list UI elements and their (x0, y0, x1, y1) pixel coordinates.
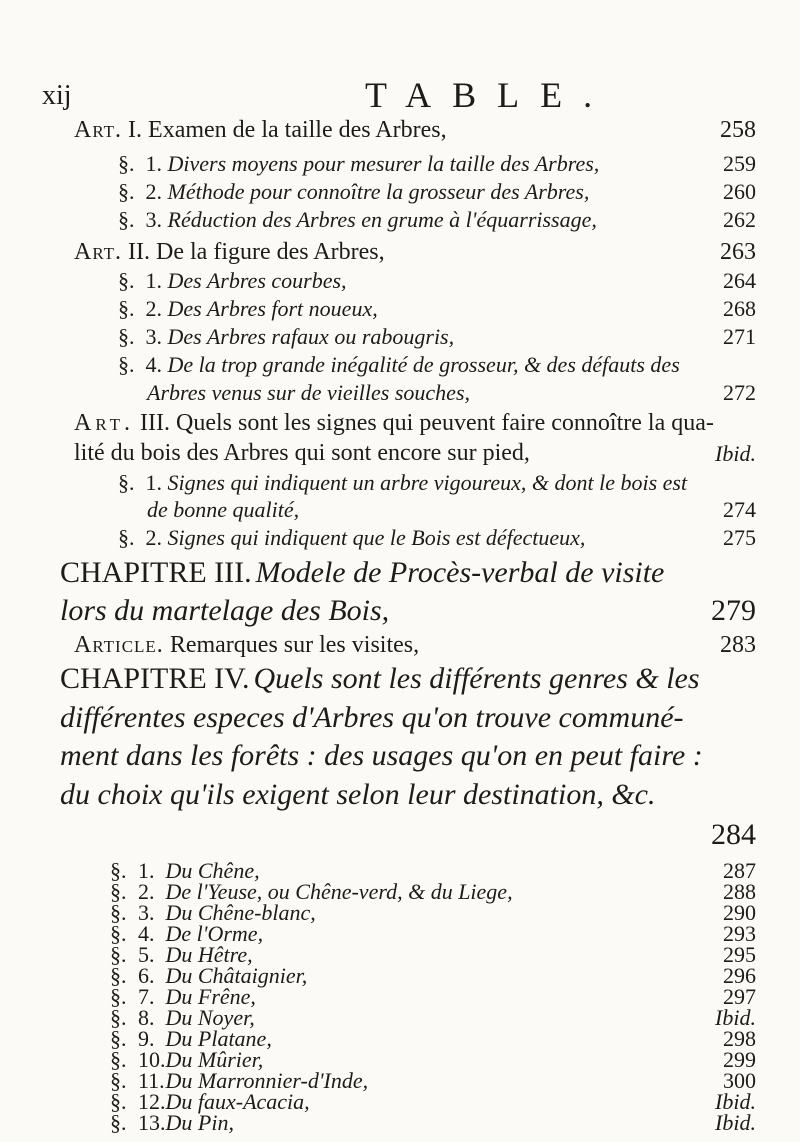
chapter-title: Quels sont les différents genres & les (253, 662, 700, 695)
chapter-label: CHAPITRE III. (60, 556, 252, 589)
toc-article (74, 632, 419, 659)
page-ref: 274 (723, 497, 756, 522)
list-item: §. 9. Du Platane, (110, 1026, 272, 1051)
toc-section: §. 3. Des Arbres rafaux ou rabougris, (118, 324, 455, 349)
page-ref: 296 (723, 963, 756, 988)
page-ref: 300 (723, 1068, 756, 1093)
chapter-title-continued: ment dans les forêts : des usages qu'on en peut faire : (60, 739, 703, 772)
list-item: §. 2. De l'Yeuse, ou Chêne-verd, & du Liege, (110, 879, 513, 904)
page-ref: 271 (723, 324, 756, 349)
chapter-title: Modele de Procès-verbal de visite (255, 556, 665, 589)
list-item: §. 7. Du Frêne, (110, 984, 256, 1009)
toc-section-continued: Arbres venus sur de vieilles souches, (147, 380, 471, 405)
page-ref: 258 (720, 117, 756, 143)
page-ref: 263 (720, 239, 756, 265)
chapter-title-continued: différentes especes d'Arbres qu'on trouve communé- (60, 701, 684, 734)
list-item: §. 5. Du Hêtre, (110, 942, 253, 967)
page-ref: 260 (723, 179, 756, 204)
page-ref: 295 (723, 942, 756, 967)
page-ref: 264 (723, 268, 756, 293)
page-ref: 268 (723, 296, 756, 321)
toc-section: §. 2. Méthode pour connoître la grosseur des Arbres, (118, 179, 590, 204)
toc-section: §. 2. Signes qui indiquent que le Bois est défectueux, (118, 525, 586, 550)
toc-article-continued: lité du bois des Arbres qui sont encore sur pied, (74, 440, 530, 466)
list-item: §. 6. Du Châtaignier, (110, 963, 308, 988)
page-ref: 290 (723, 900, 756, 925)
page-number: xij (42, 80, 72, 111)
page-ref: 298 (723, 1026, 756, 1051)
page-ref: 262 (723, 207, 756, 232)
page-title: TABLE. (365, 75, 614, 115)
chapter-title-continued: lors du martelage des Bois, (60, 594, 390, 627)
chapter-4-heading (60, 662, 700, 696)
page-ref: 275 (723, 525, 756, 550)
chapter-label: CHAPITRE IV. (60, 662, 250, 695)
list-item: §. 1. Du Chêne, (110, 858, 260, 883)
article-label: Art. (74, 239, 123, 265)
page-ref: 272 (723, 380, 756, 405)
article-title: I. Examen de la taille des Arbres, (128, 117, 447, 143)
page-header (0, 74, 800, 114)
page-ref: 284 (711, 818, 756, 851)
page-ref: 279 (711, 594, 756, 627)
page-ref: 293 (723, 921, 756, 946)
page-ref: Ibid. (715, 1089, 756, 1114)
toc-section-continued: de bonne qualité, (147, 497, 300, 522)
toc-section: §. 4. De la trop grande inégalité de grosseur, & des défauts des (118, 352, 680, 377)
toc-article-2 (74, 239, 385, 266)
article-title: II. De la figure des Arbres, (128, 239, 385, 265)
list-item: §. 11. Du Marronnier-d'Inde, (110, 1068, 369, 1093)
list-item: §. 12. Du faux-Acacia, (110, 1089, 310, 1114)
toc-section: §. 1. Divers moyens pour mesurer la taille des Arbres, (118, 151, 600, 176)
page-ref: Ibid. (715, 441, 756, 466)
toc-section: §. 1. Des Arbres courbes, (118, 268, 347, 293)
article-label: Art. (74, 117, 123, 143)
chapter-3-heading (60, 556, 664, 590)
page-ref: 297 (723, 984, 756, 1009)
list-item: §. 8. Du Noyer, (110, 1005, 255, 1030)
page-ref: 287 (723, 858, 756, 883)
page-ref: Ibid. (715, 1005, 756, 1030)
chapter-title-continued: du choix qu'ils exigent selon leur destination, &c. (60, 778, 656, 811)
toc-section: §. 1. Signes qui indiquent un arbre vigoureux, & dont le bois est (118, 470, 688, 495)
page-ref: 259 (723, 151, 756, 176)
article-title: III. Quels sont les signes qui peuvent faire connoître la qua- (140, 410, 714, 436)
toc-article-1 (74, 117, 447, 144)
article-label: Article. (74, 632, 164, 658)
toc-section: §. 3. Réduction des Arbres en grume à l'équarrissage, (118, 207, 597, 232)
toc-article-3 (74, 410, 714, 437)
article-title: Remarques sur les visites, (169, 632, 420, 658)
article-label: Art. (74, 410, 135, 436)
page-ref: Ibid. (715, 1110, 756, 1135)
page-ref: 283 (720, 632, 756, 658)
toc-section: §. 2. Des Arbres fort noueux, (118, 296, 378, 321)
list-item: §. 4. De l'Orme, (110, 921, 264, 946)
list-item: §. 13. Du Pin, (110, 1110, 234, 1135)
list-item: §. 10. Du Mûrier, (110, 1047, 264, 1072)
list-item: §. 3. Du Chêne-blanc, (110, 900, 316, 925)
page-ref: 288 (723, 879, 756, 904)
page-ref: 299 (723, 1047, 756, 1072)
